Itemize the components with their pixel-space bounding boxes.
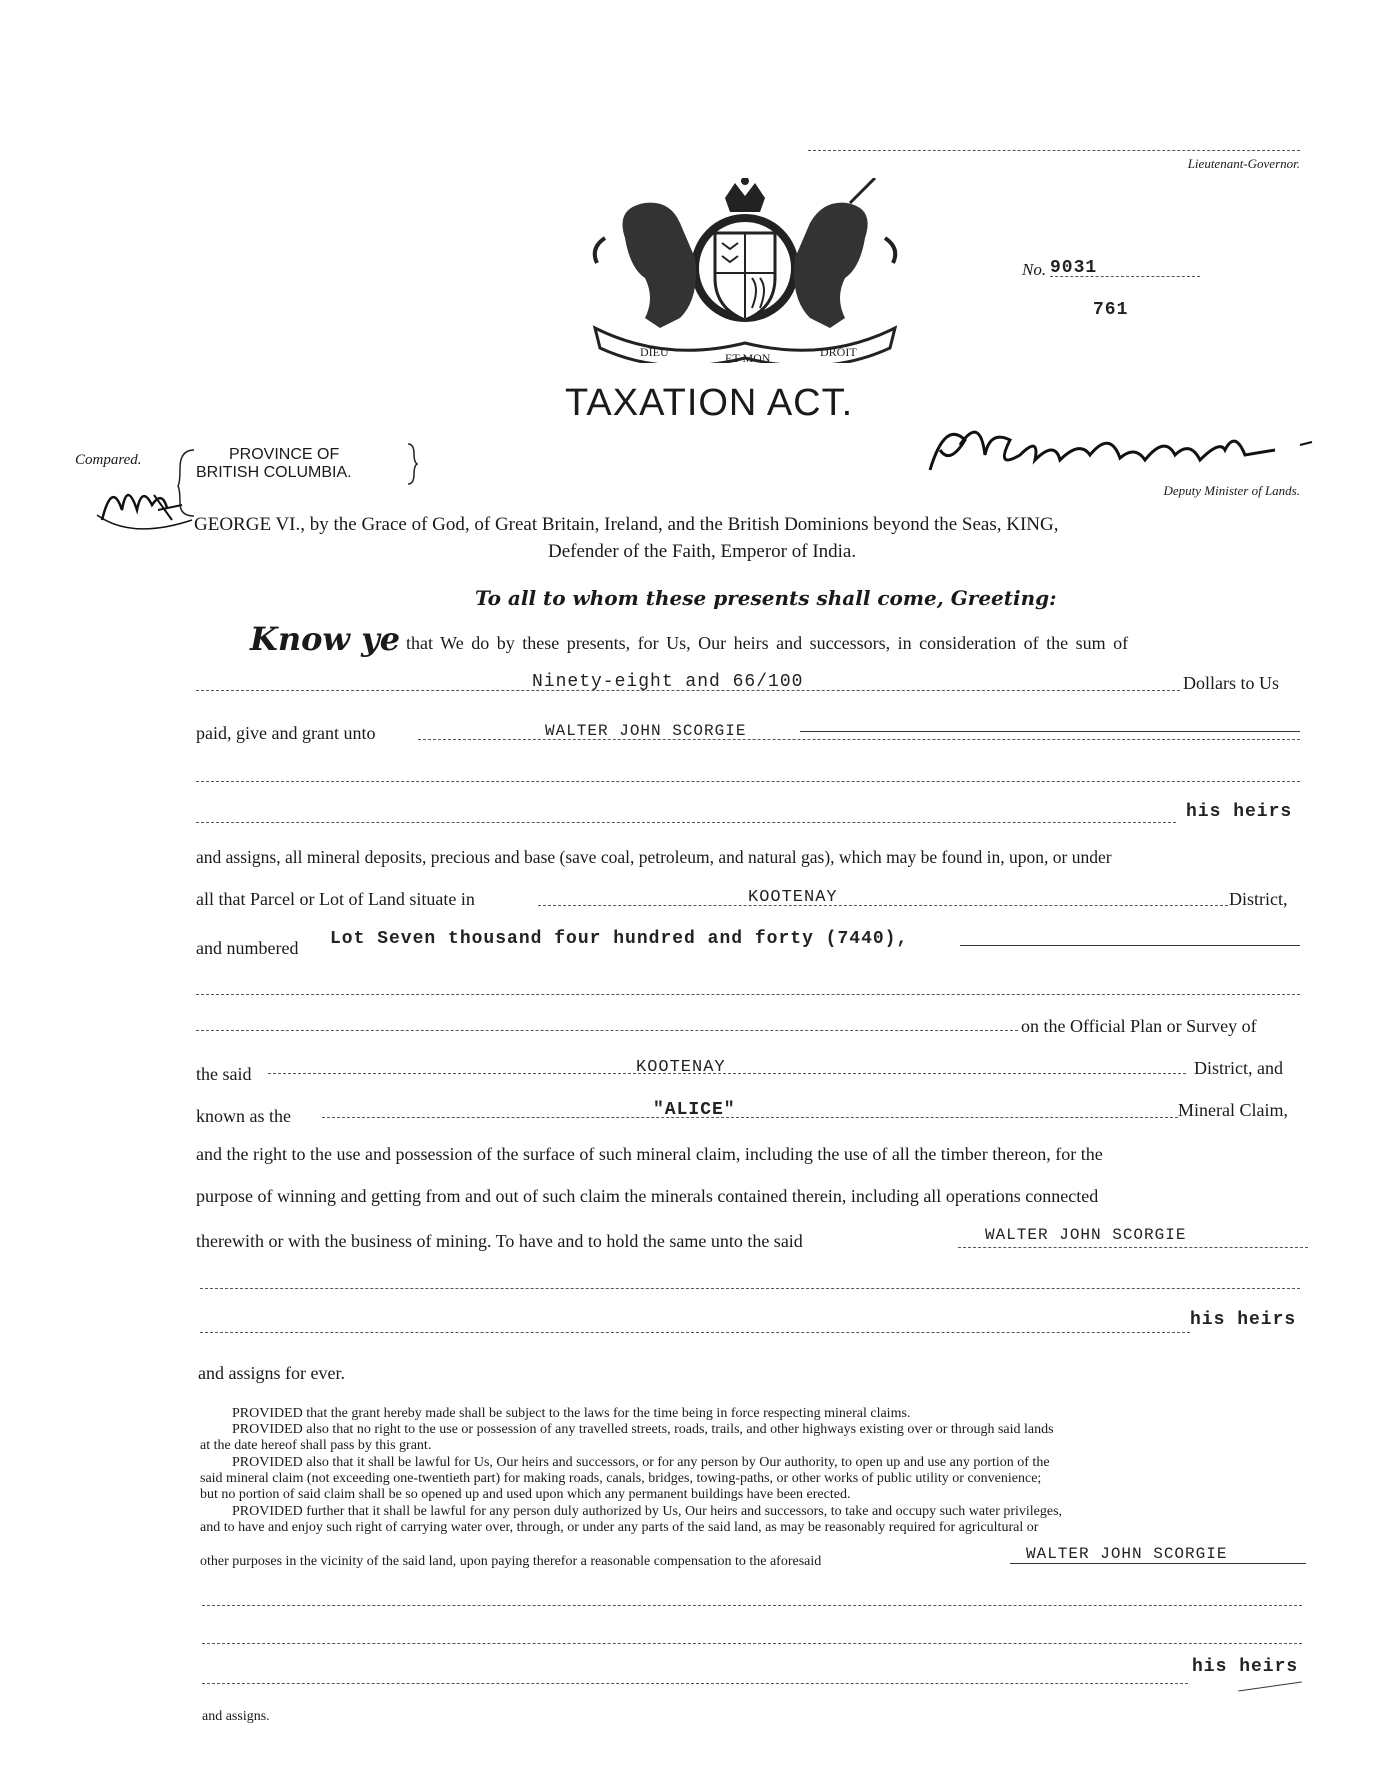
proviso-3a: PROVIDED also that it shall be lawful for Us, Our heirs and successors, or for any person by Our authority, to open up and use any portion of the: [232, 1455, 1050, 1470]
grantee-line-2: [958, 1247, 1308, 1248]
province-line2: BRITISH COLUMBIA.: [196, 464, 352, 481]
paid-give-grant-label: paid, give and grant unto: [196, 723, 376, 743]
district-name-2: KOOTENAY: [636, 1058, 726, 1077]
province-bracket-icon: [406, 442, 418, 486]
lieutenant-governor-signature-line: [808, 150, 1300, 151]
know-ye: Know ye: [250, 620, 401, 658]
claim-line: [322, 1117, 1178, 1118]
margin-bracket-icon: [176, 448, 196, 518]
his-heirs-3: his heirs: [1192, 1657, 1299, 1677]
district-and-label: District, and: [1194, 1058, 1283, 1078]
parcel-text: all that Parcel or Lot of Land situate in: [196, 889, 475, 909]
royal-coat-of-arms-icon: [585, 178, 905, 363]
surface-line2: purpose of winning and getting from and out of such claim the minerals contained therein, including all operations connected: [196, 1186, 1099, 1206]
proviso-1: PROVIDED that the grant hereby made shall be subject to the laws for the time being in force respecting mineral claims.: [232, 1406, 911, 1421]
mineral-claim-label: Mineral Claim,: [1178, 1100, 1288, 1120]
district-line-2: [268, 1073, 1186, 1074]
blank-line-5: [200, 1288, 1300, 1289]
proviso-2b: at the date hereof shall pass by this grant.: [200, 1438, 432, 1453]
preamble-line1: GEORGE VI., by the Grace of God, of Great Britain, Ireland, and the British Dominions beyond the Seas, KING,: [194, 514, 1059, 535]
province-line1: PROVINCE OF: [229, 446, 340, 463]
assigns-forever: and assigns for ever.: [198, 1363, 345, 1383]
lot-description: Lot Seven thousand four hundred and forty (7440),: [330, 929, 909, 949]
district-line: [538, 905, 1228, 906]
blank-line-1: [196, 781, 1300, 782]
deputy-minister-signature-icon: [920, 410, 1320, 485]
grantee-name: WALTER JOHN SCORGIE: [545, 722, 747, 740]
proviso-4c: other purposes in the vicinity of the said land, upon paying therefor a reasonable compensation to the aforesaid: [200, 1554, 822, 1569]
sub-number: 761: [1093, 300, 1129, 320]
blank-line-6: [200, 1332, 1190, 1333]
crest-motto-mid: ET MON: [725, 351, 771, 363]
consideration-text: that We do by these presents, for Us, Our heirs and successors, in consideration of the sum of: [406, 633, 1129, 653]
blank-line-4: [196, 1030, 1018, 1031]
his-heirs-underline: [1238, 1682, 1302, 1692]
assigns-minerals-text: and assigns, all mineral deposits, precious and base (save coal, petroleum, and natural gas), which may be found in, upon, or under: [196, 847, 1112, 867]
deputy-minister-label: Deputy Minister of Lands.: [1163, 483, 1300, 498]
official-plan-text: on the Official Plan or Survey of: [1021, 1016, 1257, 1036]
district-name-1: KOOTENAY: [748, 888, 838, 907]
compared-label: Compared.: [75, 452, 142, 468]
greeting: To all to whom these presents shall come, Greeting:: [475, 586, 1057, 610]
grantee-name-2: WALTER JOHN SCORGIE: [985, 1226, 1187, 1244]
grantee-typed-line: [800, 731, 1300, 732]
proviso-4b: and to have and enjoy such right of carrying water over, through, or under any parts of the said land, as may be reasonably required for agricultural or: [200, 1520, 1039, 1535]
proviso-4a: PROVIDED further that it shall be lawful for any person duly authorized by Us, Our heirs and successors, to take and occupy such water privileges,: [232, 1504, 1063, 1519]
his-heirs-1: his heirs: [1186, 802, 1293, 822]
blank-line-9: [202, 1683, 1188, 1684]
known-as-label: known as the: [196, 1106, 291, 1126]
district-label-1: District,: [1229, 889, 1288, 909]
surface-line3: therewith or with the business of mining. To have and to hold the same unto the said: [196, 1231, 803, 1251]
surface-line1: and the right to the use and possession of the surface of such mineral claim, including the use of all the timber thereon, for the: [196, 1144, 1103, 1164]
the-said-label: the said: [196, 1064, 252, 1084]
blank-line-8: [202, 1643, 1302, 1644]
lieutenant-governor-label: Lieutenant-Governor.: [1187, 156, 1300, 171]
proviso-3b: said mineral claim (not exceeding one-twentieth part) for making roads, canals, bridges, towing-paths, or other works of public utility or convenience;: [200, 1471, 1042, 1486]
and-assigns-final: and assigns.: [202, 1709, 270, 1724]
number-label: No.: [1022, 260, 1047, 279]
crest-motto-left: DIEU: [640, 345, 669, 359]
preamble-line2: Defender of the Faith, Emperor of India.: [548, 541, 857, 562]
blank-line-3: [196, 994, 1300, 995]
amount-value: Ninety-eight and 66/100: [532, 672, 804, 692]
numbered-label: and numbered: [196, 938, 299, 958]
grantee-typed-line-3: [1010, 1563, 1306, 1564]
claim-name: "ALICE": [653, 1100, 736, 1120]
blank-line-2: [196, 822, 1176, 823]
blank-line-7: [202, 1605, 1302, 1606]
document-title: TAXATION ACT.: [565, 382, 854, 424]
number-line: [1050, 276, 1200, 277]
lot-typed-line: [960, 945, 1300, 946]
number-value: 9031: [1050, 258, 1098, 278]
proviso-2a: PROVIDED also that no right to the use or possession of any travelled streets, roads, trails, and other highways existing over or through said lands: [232, 1422, 1054, 1437]
his-heirs-2: his heirs: [1190, 1310, 1297, 1330]
dollars-to-us: Dollars to Us: [1183, 673, 1279, 693]
grantee-name-3: WALTER JOHN SCORGIE: [1026, 1545, 1228, 1563]
crest-motto-right: DROIT: [820, 345, 857, 359]
proviso-3c: but no portion of said claim shall be so opened up and used upon which any permanent buildings have been erected.: [200, 1487, 851, 1502]
